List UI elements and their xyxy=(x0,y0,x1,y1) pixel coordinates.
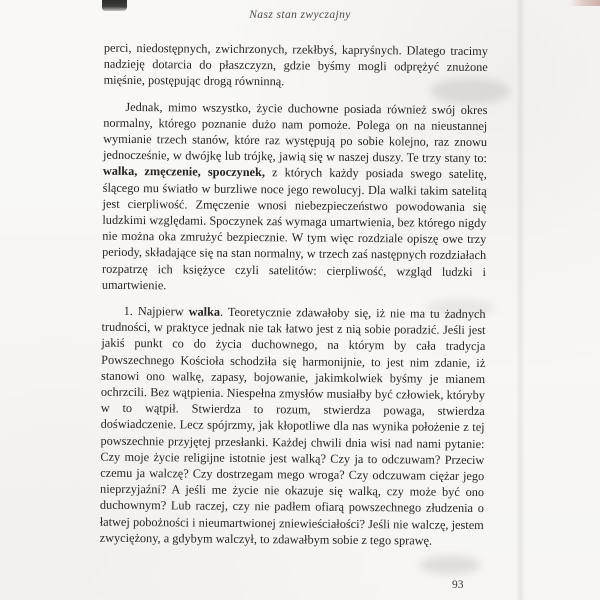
text-segment: perci, niedostępnych, zwichrzonych, rzekłbyś, kapryśnych. Dlatego tracimy nadzieję dotarcia do płaszczyzn, gdzie byśmy mogli odprężyć znużone mięśnie, postępując drogą równinną. xyxy=(103,40,488,89)
text-segment: . Teoretycznie zdawałoby się, iż nie ma tu żadnych trudności, w praktyce jednak nie tak łatwo jest z nią sobie poradzić. Jeśli jest jakiś punkt co do życia duchownego, na którym by cała tradycja Powszechnego Kościoła schodziła się harmonijnie, to jest nim zdanie, iż stanowi ono walkę, zapasy, bojowanie, jakimkolwiek byśmy je mianem ochrzcili. Bez wątpienia. Niespełna zmysłów musiałby być człowiek, któryby w to wątpił. Stwierdza to rozum, stwierdza powaga, stwierdza doświadczenie. Lecz spójrzmy, jak kłopotliwe dla nas wynika położenie z tej powszechnie przyjętej przesłanki. Każdej chwili dnia wisi nad nami pytanie: Czy moje życie religijne istotnie jest walką? Czy ja to odczuwam? Przeciw czemu ja walczę? Czy dostrzegam mego wroga? Czy odczuwam ciężar jego nieprzyjaźni? A jeśli me życie nie okazuje się walką, czy może być ono duchownym? Lub raczej, czy nie padłem ofiarą powszechnego złudzenia o łatwej pobożności i nieumartwionej zniewieściałości? Jeśli nie walczę, jestem zwyciężony, a gdybym walczył, to zdawałbym sobie z tego sprawę. xyxy=(99,304,486,548)
paragraph xyxy=(100,303,486,549)
bold-text-segment: walka, zmęczenie, spoczynek, xyxy=(102,164,266,180)
running-head: Nasz stan zwyczajny xyxy=(249,9,351,21)
page-number: 93 xyxy=(452,579,464,591)
text-block xyxy=(99,40,487,559)
bold-text-segment: walka xyxy=(188,304,221,319)
paragraph xyxy=(104,40,488,92)
paragraph xyxy=(102,98,488,296)
text-segment: z których każdy posiada swego satelitę, ślącego mu światło w burzliwe noce jego rewolucyj. Dla walki takim satelitą jest cierpliwość. Zmęczenie wnosi niebezpieczeństwo powodowania się ludzkimi względami. Spoczynek zaś wymaga umartwienia, bez którego nigdy nie można oka zmrużyć bezpiecznie. W tym więc rozdziale opiszę owe trzy periody, składające się na stan normalny, w trzech zaś następnych rozdziałach rozpatrzę ich księżyce czyli satelitów: cierpliwość, wzgląd ludzki i umartwienie. xyxy=(101,165,487,293)
text-segment: 1. Najpierw xyxy=(123,303,189,319)
page-edge-shadow xyxy=(516,0,525,600)
scan-mark-top-right-icon xyxy=(570,0,600,6)
text-segment: Jednak, mimo wszystko, życie duchowne posiada również swój okres normalny, którego poznanie dużo nam pomoże. Polega on na nieustannej wymianie trzech stanów, które raz występują po sobie kolejno, raz znowu jednocześnie, w dwójkę lub trójkę, jawią się w naszej duszy. Te trzy stany to: xyxy=(102,99,488,166)
